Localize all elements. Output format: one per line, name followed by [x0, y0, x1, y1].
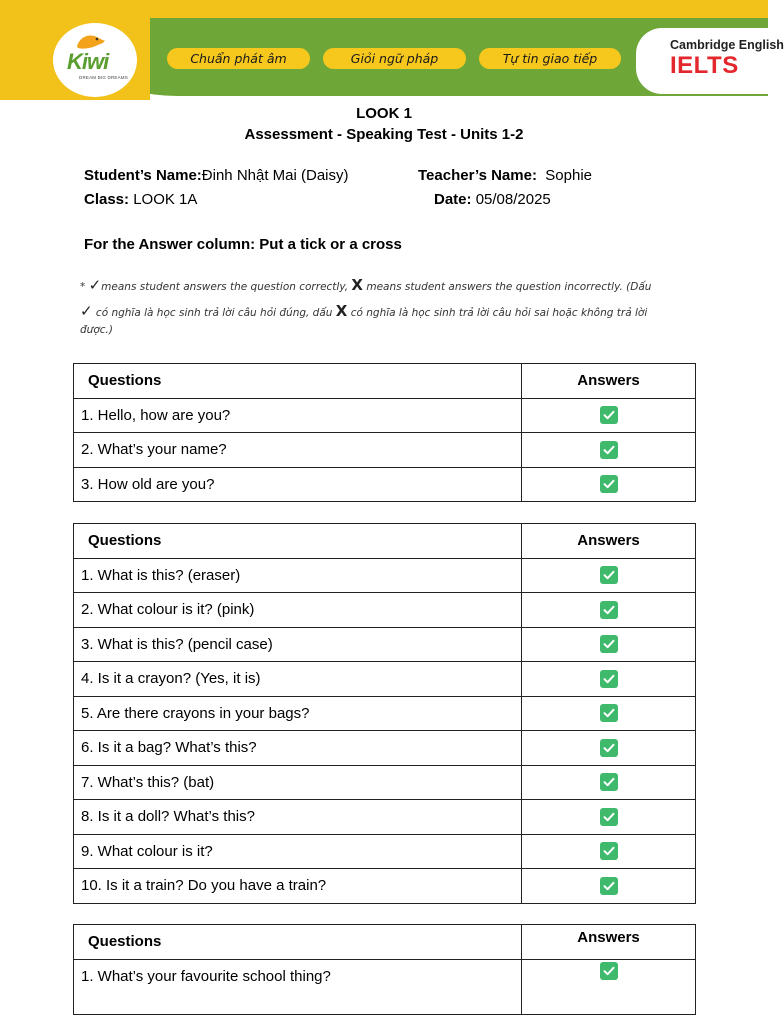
green-check-icon [600, 808, 618, 826]
question-cell: 1. What’s your favourite school thing? [74, 959, 522, 1014]
ielts-label: IELTS [670, 52, 739, 79]
questions-table-2 [73, 523, 696, 904]
note-cross-meaning-vi: có nghĩa là học sinh trả lời câu hỏi sai hoặc không trả lời [350, 307, 648, 319]
question-cell: 3. How old are you? [74, 467, 522, 502]
cambridge-ielts-badge [636, 28, 784, 94]
teacher-name-label: Teacher’s Name: [418, 167, 537, 184]
pill-pronunciation: Chuẩn phát âm [167, 48, 310, 69]
cross-symbol-icon: X [335, 302, 348, 320]
table-row [74, 662, 696, 697]
header-banner [0, 0, 784, 100]
table-row [74, 627, 696, 662]
table-row [74, 731, 696, 766]
green-check-icon [600, 842, 618, 860]
questions-table-1 [73, 363, 696, 502]
logo-tagline: DREAM BIG DREAMS [79, 75, 128, 80]
table-row [74, 433, 696, 468]
answer-cell [522, 467, 696, 502]
class-value: LOOK 1A [133, 191, 198, 208]
green-check-icon [600, 962, 618, 980]
green-check-icon [600, 566, 618, 584]
questions-column-header: Questions [74, 364, 522, 399]
assessment-title: Assessment - Speaking Test - Units 1-2 [244, 126, 524, 143]
answer-cell [522, 627, 696, 662]
answer-cell [522, 433, 696, 468]
table-row [74, 800, 696, 835]
answer-cell [522, 869, 696, 904]
student-name-value: Đinh Nhật Mai (Daisy) [201, 167, 349, 184]
question-cell: 4. Is it a crayon? (Yes, it is) [74, 662, 522, 697]
table-header-row [74, 524, 696, 559]
green-check-icon [600, 773, 618, 791]
answers-column-header: Answers [522, 925, 696, 960]
question-cell: 3. What is this? (pencil case) [74, 627, 522, 662]
kiwi-logo [50, 20, 140, 100]
answer-cell [522, 398, 696, 433]
questions-column-header: Questions [74, 524, 522, 559]
cambridge-english-label: Cambridge English [670, 38, 784, 52]
teacher-name-field [418, 167, 592, 184]
pill-communication: Tự tin giao tiếp [479, 48, 621, 69]
question-cell: 1. Hello, how are you? [74, 398, 522, 433]
answers-column-header: Answers [522, 524, 696, 559]
green-check-icon [600, 670, 618, 688]
green-check-icon [600, 601, 618, 619]
question-cell: 6. Is it a bag? What’s this? [74, 731, 522, 766]
teacher-name-value: Sophie [545, 167, 593, 184]
note-cross-meaning: means student answers the question incorrectly. (Dấu [366, 281, 652, 293]
table-row [74, 558, 696, 593]
answer-cell [522, 662, 696, 697]
table-row [74, 834, 696, 869]
logo-wordmark: Kiwi [67, 49, 109, 74]
question-cell: 10. Is it a train? Do you have a train? [74, 869, 522, 904]
legend-note-line1 [80, 276, 700, 294]
tick-symbol-icon: ✓ [88, 276, 102, 294]
green-check-icon [600, 406, 618, 424]
table-header-row [74, 925, 696, 960]
note-asterisk: * [80, 281, 86, 293]
course-title: LOOK 1 [356, 105, 412, 122]
green-check-icon [600, 704, 618, 722]
questions-table-3 [73, 924, 696, 1015]
answer-cell [522, 731, 696, 766]
answer-cell [522, 593, 696, 628]
question-cell: 2. What colour is it? (pink) [74, 593, 522, 628]
legend-note-line2 [80, 302, 700, 320]
class-field [84, 191, 197, 208]
pill-grammar: Giỏi ngữ pháp [323, 48, 466, 69]
table-row [74, 869, 696, 904]
question-cell: 9. What colour is it? [74, 834, 522, 869]
table-header-row [74, 364, 696, 399]
note-tick-meaning-vi: có nghĩa là học sinh trả lời câu hỏi đúng, dấu [95, 307, 333, 319]
question-cell: 8. Is it a doll? What’s this? [74, 800, 522, 835]
date-label: Date: [434, 191, 472, 208]
table-row [74, 398, 696, 433]
answer-instruction: For the Answer column: Put a tick or a cross [84, 236, 402, 253]
table-row [74, 593, 696, 628]
date-field [434, 191, 551, 208]
table-row [74, 765, 696, 800]
question-cell: 5. Are there crayons in your bags? [74, 696, 522, 731]
student-name-field [84, 167, 349, 184]
student-name-label: Student’s Name: [84, 167, 202, 184]
green-check-icon [600, 739, 618, 757]
note-tick-meaning: means student answers the question correctly, [101, 281, 349, 293]
legend-note-line3: được.) [80, 324, 113, 336]
class-label: Class: [84, 191, 130, 208]
green-check-icon [600, 877, 618, 895]
tick-symbol-icon: ✓ [80, 302, 93, 320]
answer-cell [522, 959, 696, 1014]
answer-cell [522, 800, 696, 835]
table-row [74, 467, 696, 502]
table-row [74, 959, 696, 1014]
date-value: 05/08/2025 [475, 191, 551, 208]
answer-cell [522, 834, 696, 869]
table-row [74, 696, 696, 731]
green-check-icon [600, 475, 618, 493]
question-cell: 1. What is this? (eraser) [74, 558, 522, 593]
green-check-icon [600, 635, 618, 653]
questions-column-header: Questions [74, 925, 522, 960]
answer-cell [522, 558, 696, 593]
question-cell: 2. What’s your name? [74, 433, 522, 468]
green-check-icon [600, 441, 618, 459]
answers-column-header: Answers [522, 364, 696, 399]
cross-symbol-icon: X [351, 276, 363, 294]
answer-cell [522, 765, 696, 800]
answer-cell [522, 696, 696, 731]
question-cell: 7. What’s this? (bat) [74, 765, 522, 800]
